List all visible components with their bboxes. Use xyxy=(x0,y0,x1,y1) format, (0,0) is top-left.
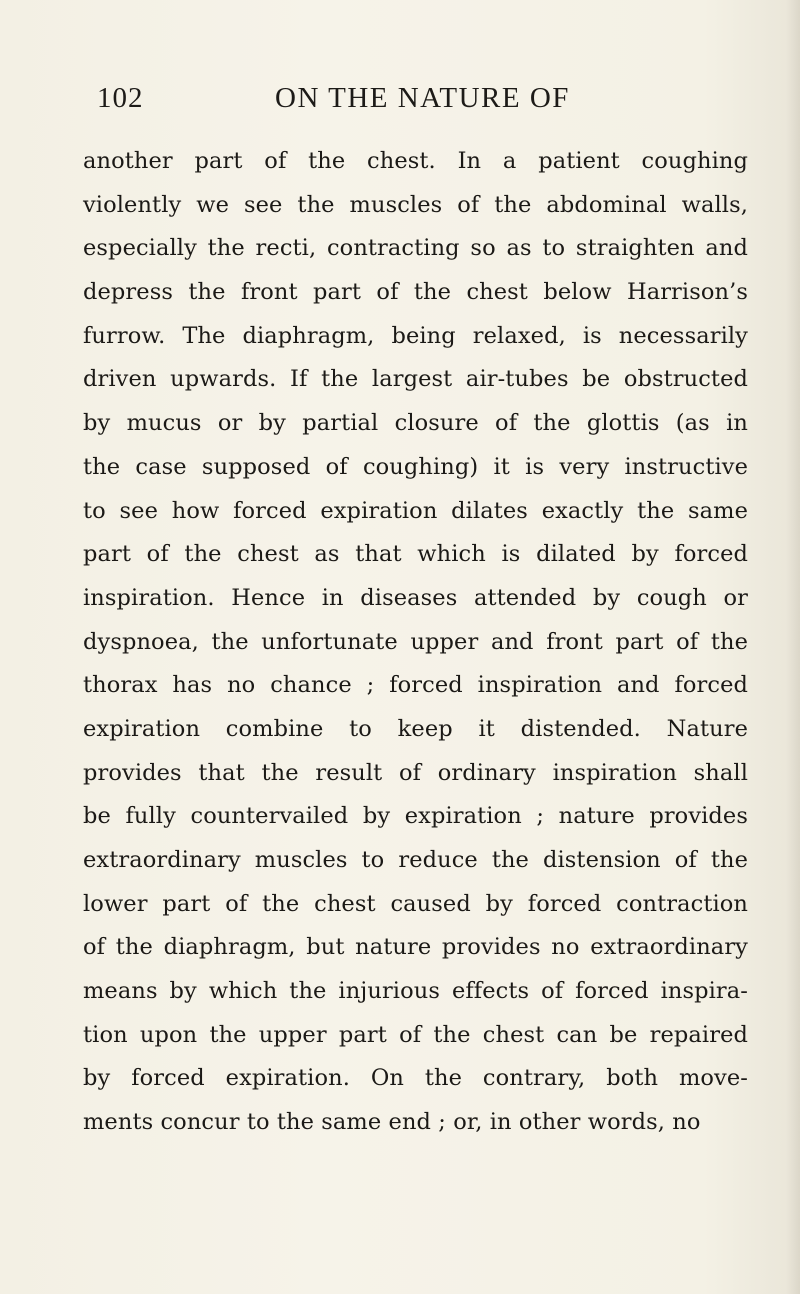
text-line: by mucus or by partial closure of the glottis (as in xyxy=(83,410,748,437)
text-line: inspiration. Hence in diseases attended by cough or xyxy=(83,584,748,611)
text-line: tion upon the upper part of the chest can be repaired xyxy=(83,1021,748,1048)
text-line: dyspnoea, the unfortunate upper and front part of the xyxy=(83,628,748,655)
text-line: part of the chest as that which is dilated by forced xyxy=(83,541,748,568)
text-line: extraordinary muscles to reduce the distension of the xyxy=(83,847,748,873)
text-line: especially the recti, contracting so as to straighten and xyxy=(83,235,748,262)
text-line: driven upwards. If the largest air-tubes be obstructed xyxy=(83,366,748,393)
page-edge-shadow xyxy=(786,0,800,1294)
text-line: furrow. The diaphragm, being relaxed, is necessarily xyxy=(83,322,748,349)
text-line: depress the front part of the chest below Harrison’s xyxy=(83,279,748,306)
text-line: violently we see the muscles of the abdominal walls, xyxy=(83,191,748,218)
text-line: by forced expiration. On the contrary, both move- xyxy=(83,1065,748,1092)
text-line: ments concur to the same end ; or, in other words, no xyxy=(83,1109,701,1136)
running-head xyxy=(97,82,742,122)
running-title: ON THE NATURE OF xyxy=(275,82,570,114)
page-number: 102 xyxy=(97,82,144,114)
text-line: expiration combine to keep it distended. Nature xyxy=(83,715,748,742)
text-line: thorax has no chance ; forced inspiration and forced xyxy=(83,672,748,699)
text-line: the case supposed of coughing) it is very instructive xyxy=(83,453,748,480)
text-line: be fully countervailed by expiration ; nature provides xyxy=(83,803,748,830)
text-line: provides that the result of ordinary inspiration shall xyxy=(83,759,748,786)
text-line: means by which the injurious effects of forced inspira- xyxy=(83,978,748,1005)
text-line: another part of the chest. In a patient coughing xyxy=(83,148,748,174)
body-text xyxy=(83,140,748,1145)
text-line: to see how forced expiration dilates exactly the same xyxy=(83,497,748,524)
text-line: lower part of the chest caused by forced contraction xyxy=(83,890,748,917)
text-line: of the diaphragm, but nature provides no extraordinary xyxy=(83,934,748,961)
